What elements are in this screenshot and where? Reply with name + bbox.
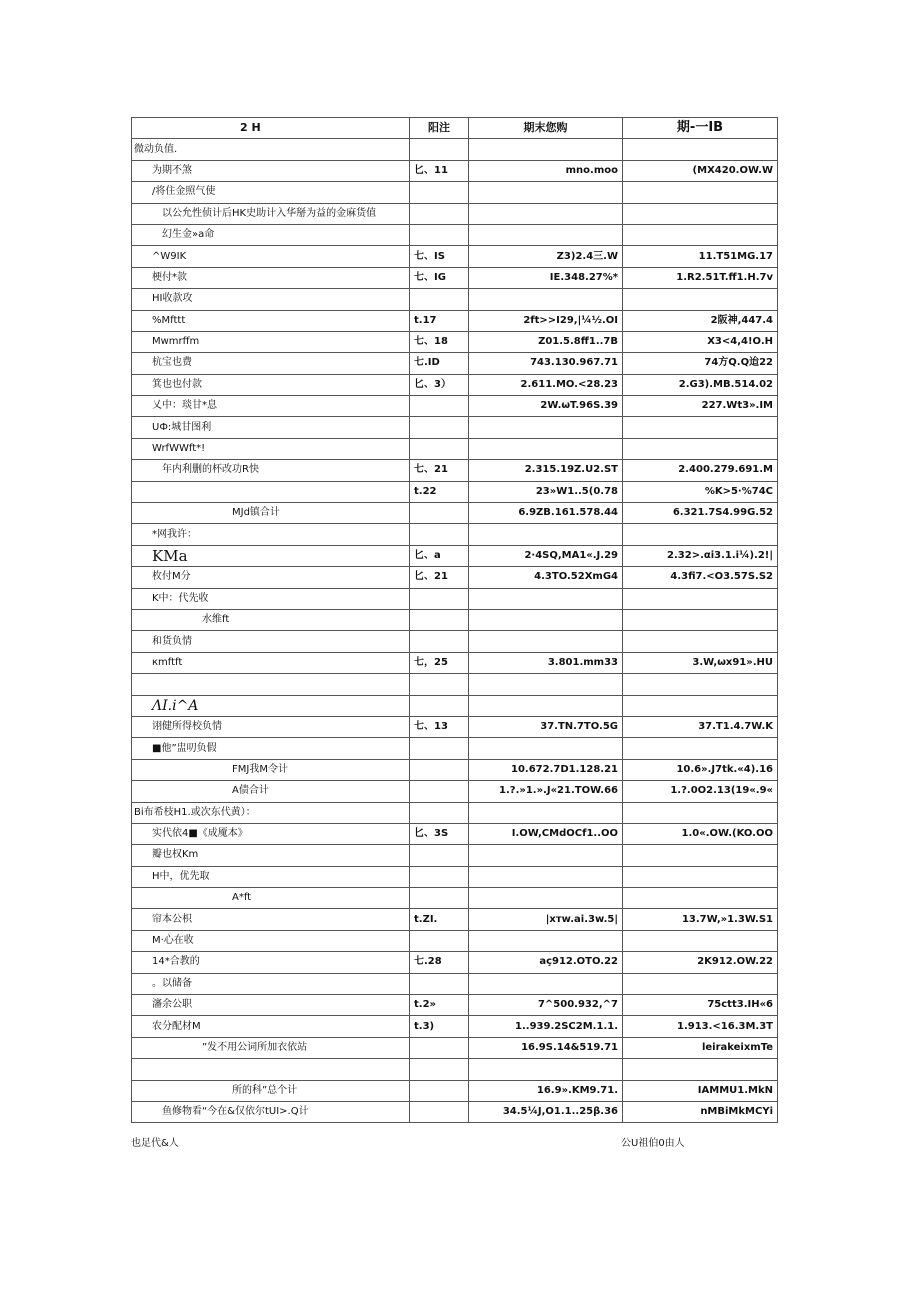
table-row: [132, 609, 778, 630]
row-label: H中，优先取: [132, 866, 410, 887]
row-period-begin-value: [623, 224, 778, 245]
table-row: [132, 503, 778, 524]
row-period-begin-value: nMBiMkMCYi: [623, 1101, 778, 1122]
row-period-begin-value: [623, 802, 778, 823]
table-row: [132, 310, 778, 331]
row-label: ΛI.i^A: [132, 695, 410, 716]
row-period-end-value: 2W.ωT.96S.39: [469, 396, 623, 417]
row-label: UФ:城甘图利: [132, 417, 410, 438]
table-row: [132, 866, 778, 887]
row-note: [410, 438, 469, 459]
row-period-begin-value: [623, 438, 778, 459]
row-label: 箕也也付款: [132, 374, 410, 395]
row-period-end-value: 23»W1..5(0.78: [469, 481, 623, 502]
row-period-begin-value: 2.G3).MB.514.02: [623, 374, 778, 395]
table-row: [132, 1080, 778, 1101]
table-row: [132, 781, 778, 802]
row-period-end-value: 37.TN.7TO.5G: [469, 716, 623, 737]
row-period-end-value: [469, 738, 623, 759]
row-note: t.2»: [410, 995, 469, 1016]
row-period-begin-value: 1.?.0O2.13(19«.9«: [623, 781, 778, 802]
row-note: 七、IS: [410, 246, 469, 267]
row-period-begin-value: [623, 182, 778, 203]
table-row: [132, 652, 778, 673]
row-label: 瓣也权Km: [132, 845, 410, 866]
table-row: [132, 481, 778, 502]
row-period-end-value: Z01.5.8ff1..7B: [469, 331, 623, 352]
row-period-begin-value: 1.913.<16.3M.3T: [623, 1016, 778, 1037]
row-note: t.ZI.: [410, 909, 469, 930]
table-row: [132, 353, 778, 374]
row-period-end-value: 2ft>>I29,|¼½.OI: [469, 310, 623, 331]
table-row: [132, 995, 778, 1016]
table-row: [132, 823, 778, 844]
row-period-end-value: 1.?.»1.».J«21.TOW.66: [469, 781, 623, 802]
table-row: [132, 588, 778, 609]
row-note: [410, 396, 469, 417]
table-row: [132, 545, 778, 566]
row-period-begin-value: [623, 973, 778, 994]
table-row: [132, 909, 778, 930]
row-period-end-value: 16.9».KM9.71.: [469, 1080, 623, 1101]
row-note: 七，25: [410, 652, 469, 673]
row-period-begin-value: [623, 674, 778, 695]
row-note: [410, 588, 469, 609]
row-label: WrfWWft*!: [132, 438, 410, 459]
row-note: [410, 738, 469, 759]
row-period-begin-value: X3<4,4!O.H: [623, 331, 778, 352]
table-row: [132, 1016, 778, 1037]
row-period-end-value: 743.130.967.71: [469, 353, 623, 374]
row-label: A*ft: [132, 888, 410, 909]
row-period-end-value: 7^500.932,^7: [469, 995, 623, 1016]
row-period-end-value: 6.9ZB.161.578.44: [469, 503, 623, 524]
row-period-end-value: [469, 674, 623, 695]
row-label: K中：代先收: [132, 588, 410, 609]
row-label: 瀋余公职: [132, 995, 410, 1016]
row-period-end-value: 1..939.2SC2M.1.1.: [469, 1016, 623, 1037]
table-row: [132, 374, 778, 395]
row-period-begin-value: [623, 866, 778, 887]
row-period-end-value: [469, 609, 623, 630]
header-note: 阳注: [410, 118, 469, 139]
table-row: [132, 1101, 778, 1122]
row-note: [410, 695, 469, 716]
row-note: [410, 973, 469, 994]
row-period-end-value: [469, 888, 623, 909]
header-period-begin: 期-一IB: [623, 118, 778, 139]
row-period-end-value: 2·4SQ,MA1«.J.29: [469, 545, 623, 566]
table-row: [132, 738, 778, 759]
row-label: 枚付M分: [132, 567, 410, 588]
row-period-begin-value: 2.32>.αi3.1.i¼).2!|: [623, 545, 778, 566]
row-period-begin-value: [623, 631, 778, 652]
table-row: [132, 139, 778, 160]
table-header-row: [132, 118, 778, 139]
row-period-end-value: IE.348.27%*: [469, 267, 623, 288]
table-row: [132, 845, 778, 866]
row-label: 实代依4■《成魇本》: [132, 823, 410, 844]
row-period-end-value: [469, 139, 623, 160]
row-note: 匕、3S: [410, 823, 469, 844]
balance-sheet-table: [131, 117, 778, 1123]
row-note: [410, 802, 469, 823]
table-row: [132, 246, 778, 267]
row-note: [410, 417, 469, 438]
row-note: [410, 845, 469, 866]
table-row: [132, 695, 778, 716]
row-label: FMJ我M令计: [132, 759, 410, 780]
table-row: [132, 331, 778, 352]
row-label: 帘本公枳: [132, 909, 410, 930]
row-period-end-value: 2.315.19Z.U2.ST: [469, 460, 623, 481]
row-period-end-value: [469, 631, 623, 652]
row-period-begin-value: [623, 524, 778, 545]
table-row: [132, 160, 778, 181]
row-period-end-value: mno.moo: [469, 160, 623, 181]
row-label: %Mfttt: [132, 310, 410, 331]
table-row: [132, 1059, 778, 1080]
row-note: 七.28: [410, 952, 469, 973]
row-note: [410, 631, 469, 652]
row-period-end-value: I.OW,CMdOCf1..OO: [469, 823, 623, 844]
row-period-begin-value: [623, 609, 778, 630]
row-note: 七、IG: [410, 267, 469, 288]
row-note: 匕、21: [410, 567, 469, 588]
table-row: [132, 888, 778, 909]
row-period-end-value: [469, 866, 623, 887]
row-period-begin-value: [623, 1059, 778, 1080]
row-period-begin-value: (MX420.OW.W: [623, 160, 778, 181]
row-note: [410, 1059, 469, 1080]
row-period-begin-value: 11.T51MG.17: [623, 246, 778, 267]
table-row: [132, 524, 778, 545]
row-label: 农分配材M: [132, 1016, 410, 1037]
row-note: [410, 888, 469, 909]
row-period-begin-value: [623, 845, 778, 866]
row-label: M·心在收: [132, 930, 410, 951]
row-label: MJd镇合计: [132, 503, 410, 524]
row-note: t.17: [410, 310, 469, 331]
row-period-begin-value: [623, 695, 778, 716]
row-period-end-value: [469, 524, 623, 545]
table-row: [132, 1037, 778, 1058]
row-period-end-value: [469, 695, 623, 716]
row-period-end-value: [469, 417, 623, 438]
row-note: 匕、11: [410, 160, 469, 181]
row-period-begin-value: 4.3fi7.<O3.57S.S2: [623, 567, 778, 588]
row-note: [410, 781, 469, 802]
table-row: [132, 203, 778, 224]
row-label: 。以储备: [132, 973, 410, 994]
row-note: [410, 203, 469, 224]
header-period-end: 期末您购: [469, 118, 623, 139]
header-item: 2 H: [132, 118, 410, 139]
row-note: [410, 182, 469, 203]
row-label: 以公允性侦计后HK史助计入华掰为益的金麻货值: [132, 203, 410, 224]
row-label: [132, 674, 410, 695]
row-label: 杭宝也费: [132, 353, 410, 374]
row-note: 匕、3）: [410, 374, 469, 395]
row-label: 14*合教的: [132, 952, 410, 973]
row-period-end-value: Z3)2.4三.W: [469, 246, 623, 267]
row-period-end-value: 4.3TO.52XmG4: [469, 567, 623, 588]
row-label: кmftft: [132, 652, 410, 673]
row-note: [410, 930, 469, 951]
row-period-begin-value: 75ctt3.IH«6: [623, 995, 778, 1016]
row-period-end-value: 10.672.7D1.128.21: [469, 759, 623, 780]
row-period-begin-value: [623, 738, 778, 759]
table-row: [132, 289, 778, 310]
row-note: [410, 289, 469, 310]
row-label: 为期不煞: [132, 160, 410, 181]
row-label: 诩健所得校负情: [132, 716, 410, 737]
row-label: 微动负值.: [132, 139, 410, 160]
row-label: /将住金照气使: [132, 182, 410, 203]
row-label: ^W9IK: [132, 246, 410, 267]
row-period-begin-value: 10.6».J7tk.«4).16: [623, 759, 778, 780]
row-period-end-value: [469, 203, 623, 224]
row-label: [132, 481, 410, 502]
table-row: [132, 759, 778, 780]
footer-accounting-head: 公U祖伯0由人: [621, 1138, 685, 1149]
row-note: [410, 224, 469, 245]
row-label: KMa: [132, 545, 410, 566]
row-period-end-value: 3.801.mm33: [469, 652, 623, 673]
row-label: 幻生金»a命: [132, 224, 410, 245]
row-note: 七、21: [410, 460, 469, 481]
row-label: 所的科”总个计: [132, 1080, 410, 1101]
row-period-begin-value: 13.7W,»1.3W.S1: [623, 909, 778, 930]
table-row: [132, 567, 778, 588]
row-period-begin-value: 2阪神,447.4: [623, 310, 778, 331]
row-period-end-value: [469, 182, 623, 203]
table-row: [132, 417, 778, 438]
row-label: 乂中：琰甘*息: [132, 396, 410, 417]
row-note: [410, 1080, 469, 1101]
row-period-begin-value: 37.T1.4.7W.K: [623, 716, 778, 737]
row-period-begin-value: 3.W,ωx91».HU: [623, 652, 778, 673]
row-note: [410, 524, 469, 545]
row-note: 七、18: [410, 331, 469, 352]
row-period-begin-value: IAMMU1.MkN: [623, 1080, 778, 1101]
table-row: [132, 674, 778, 695]
row-note: [410, 503, 469, 524]
table-row: [132, 396, 778, 417]
row-period-end-value: [469, 588, 623, 609]
row-label: 鱼修物看“今在&仅依尔tUI>.Q计: [132, 1101, 410, 1122]
row-label: ”发不用公词所加衣依站: [132, 1037, 410, 1058]
table-row: [132, 952, 778, 973]
row-note: 七.ID: [410, 353, 469, 374]
row-label: *网我许：: [132, 524, 410, 545]
row-label: ■他”盅叨负假: [132, 738, 410, 759]
table-row: [132, 182, 778, 203]
row-note: t.3): [410, 1016, 469, 1037]
row-period-end-value: [469, 224, 623, 245]
row-period-end-value: [469, 438, 623, 459]
row-period-begin-value: [623, 203, 778, 224]
row-label: 和货负情: [132, 631, 410, 652]
row-note: [410, 759, 469, 780]
row-note: [410, 674, 469, 695]
row-note: 匕、a: [410, 545, 469, 566]
row-label: 梗付*款: [132, 267, 410, 288]
table-row: [132, 930, 778, 951]
row-period-end-value: aç912.OTO.22: [469, 952, 623, 973]
table-row: [132, 716, 778, 737]
table-row: [132, 224, 778, 245]
row-note: t.22: [410, 481, 469, 502]
row-period-begin-value: leirakeixmTe: [623, 1037, 778, 1058]
row-label: Bi布希枝H1.或次东代黄）：: [132, 802, 410, 823]
row-period-begin-value: [623, 888, 778, 909]
row-period-end-value: [469, 930, 623, 951]
table-row: [132, 267, 778, 288]
row-note: 七、13: [410, 716, 469, 737]
row-period-end-value: 16.9S.14&519.71: [469, 1037, 623, 1058]
row-label: HI收款攻: [132, 289, 410, 310]
row-period-begin-value: 2K912.OW.22: [623, 952, 778, 973]
row-note: [410, 1037, 469, 1058]
row-label: 年内利删的杯改功R快: [132, 460, 410, 481]
footer-legal-representative: 也足代&人: [131, 1138, 179, 1149]
row-period-end-value: [469, 845, 623, 866]
row-label: 水维ft: [132, 609, 410, 630]
row-period-end-value: [469, 289, 623, 310]
row-period-begin-value: [623, 289, 778, 310]
row-note: [410, 1101, 469, 1122]
row-period-begin-value: [623, 139, 778, 160]
row-period-begin-value: [623, 930, 778, 951]
row-period-begin-value: 74方Q.Q迨22: [623, 353, 778, 374]
table-row: [132, 438, 778, 459]
row-period-begin-value: [623, 417, 778, 438]
table-row: [132, 973, 778, 994]
row-note: [410, 609, 469, 630]
table-row: [132, 631, 778, 652]
row-period-end-value: [469, 973, 623, 994]
row-note: [410, 139, 469, 160]
row-period-begin-value: 2.400.279.691.M: [623, 460, 778, 481]
row-period-end-value: 2.611.MO.<28.23: [469, 374, 623, 395]
row-period-begin-value: 1.0«.OW.(KO.OO: [623, 823, 778, 844]
row-period-begin-value: 1.R2.51T.ff1.H.7v: [623, 267, 778, 288]
row-period-end-value: [469, 1059, 623, 1080]
row-note: [410, 866, 469, 887]
row-period-begin-value: 6.321.7S4.99G.52: [623, 503, 778, 524]
row-label: A债合计: [132, 781, 410, 802]
table-row: [132, 802, 778, 823]
row-period-end-value: 34.5¼J,O1.1..25β.36: [469, 1101, 623, 1122]
row-period-end-value: [469, 802, 623, 823]
row-label: Mwmrffm: [132, 331, 410, 352]
row-period-end-value: |xтw.ai.3w.5|: [469, 909, 623, 930]
row-period-begin-value: 227.Wt3».IM: [623, 396, 778, 417]
row-period-begin-value: %K>5·%74C: [623, 481, 778, 502]
row-label: [132, 1059, 410, 1080]
row-period-begin-value: [623, 588, 778, 609]
table-row: [132, 460, 778, 481]
